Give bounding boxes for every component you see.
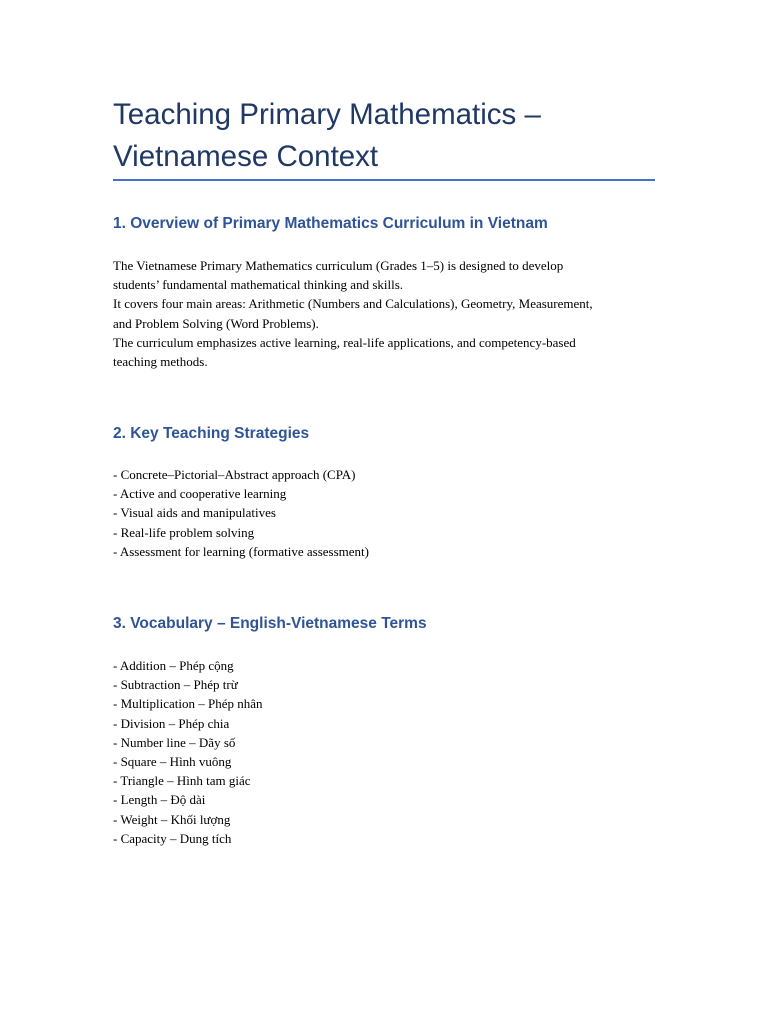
vocabulary-list — [113, 656, 658, 848]
section-heading-strategies: 2. Key Teaching Strategies — [113, 425, 310, 442]
paragraph-line: It covers four main areas: Arithmetic (Numbers and Calculations), Geometry, Measurement, — [113, 296, 593, 312]
list-item: - Division – Phép chia — [113, 715, 230, 731]
paragraph-line: The curriculum emphasizes active learning, real-life applications, and competency-based — [113, 334, 576, 350]
list-item: - Real-life problem solving — [113, 524, 255, 540]
list-item: - Active and cooperative learning — [113, 486, 287, 502]
section-heading-overview: 1. Overview of Primary Mathematics Curriculum in Vietnam — [113, 215, 548, 232]
list-item: - Subtraction – Phép trừ — [113, 677, 238, 693]
strategies-list — [113, 465, 658, 561]
list-item: - Addition – Phép cộng — [113, 658, 234, 673]
overview-paragraph — [113, 256, 658, 371]
paragraph-line: and Problem Solving (Word Problems). — [113, 315, 319, 331]
list-item: - Length – Độ dài — [113, 792, 206, 808]
document-title-line: Vietnamese Context — [113, 140, 379, 173]
paragraph-line: teaching methods. — [113, 354, 208, 370]
paragraph-line: The Vietnamese Primary Mathematics curriculum (Grades 1–5) is designed to develop — [113, 258, 564, 273]
paragraph-line: students’ fundamental mathematical thinking and skills. — [113, 277, 404, 293]
list-item: - Square – Hình vuông — [113, 754, 232, 770]
list-item: - Assessment for learning (formative assessment) — [113, 543, 369, 559]
list-item: - Multiplication – Phép nhân — [113, 696, 263, 712]
list-item: - Concrete–Pictorial–Abstract approach (CPA) — [113, 467, 356, 482]
title-divider — [113, 179, 655, 181]
section-heading-vocabulary: 3. Vocabulary – English-Vietnamese Terms — [113, 615, 427, 632]
document-title — [113, 94, 658, 178]
list-item: - Number line – Dãy số — [113, 734, 236, 750]
list-item: - Triangle – Hình tam giác — [113, 773, 251, 789]
document-title-line: Teaching Primary Mathematics – — [113, 98, 541, 131]
list-item: - Capacity – Dung tích — [113, 830, 232, 846]
list-item: - Visual aids and manipulatives — [113, 505, 276, 521]
list-item: - Weight – Khối lượng — [113, 811, 231, 827]
